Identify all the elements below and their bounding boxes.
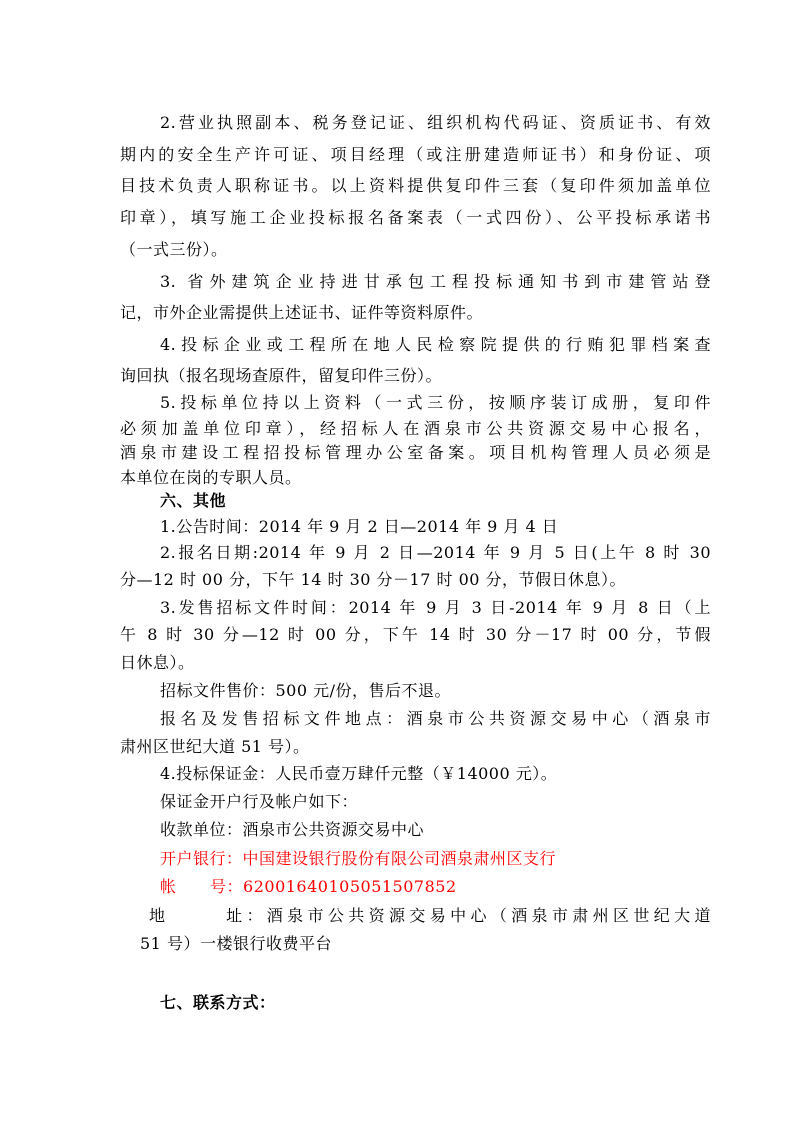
announcement-time: 1.公告时间：2014 年 9 月 2 日—2014 年 9 月 4 日 [160, 517, 559, 536]
item2-line-1: 2.营业执照副本、税务登记证、组织机构代码证、资质证书、有效 [160, 113, 711, 132]
item2-line-4: 印章），填写施工企业投标报名备案表（一式四份）、公平投标承诺书 [120, 208, 711, 227]
item5-line-2: 必须加盖单位印章），经招标人在酒泉市公共资源交易中心报名， [120, 419, 711, 438]
payee: 收款单位：酒泉市公共资源交易中心 [160, 820, 425, 839]
item4-line-1: 4.投标企业或工程所在地人民检察院提供的行贿犯罪档案查 [160, 335, 711, 354]
registration-date-line-2: 分—12 时 00 分，下午 14 时 30 分－17 时 00 分，节假日休息）。 [120, 570, 627, 589]
item2-line-5: （一式三份）。 [120, 240, 228, 259]
item4-line-2: 询回执（报名现场查原件，留复印件三份）。 [120, 366, 443, 385]
item2-line-2: 期内的安全生产许可证、项目经理（或注册建造师证书）和身份证、项 [120, 145, 711, 164]
item5-line-4: 本单位在岗的专职人员。 [120, 468, 302, 487]
item5-line-1: 5.投标单位持以上资料（一式三份，按顺序装订成册，复印件 [160, 393, 711, 412]
item3-line-2: 记，市外企业需提供上述证书、证件等资料原件。 [120, 303, 484, 322]
item5-line-3: 酒泉市建设工程招投标管理办公室备案。项目机构管理人员必须是 [120, 443, 711, 462]
document-price: 招标文件售价：500 元/份，售后不退。 [160, 681, 452, 700]
sale-location-line-2: 肃州区世纪大道 51 号）。 [120, 737, 310, 756]
address-line-2: 51 号）一楼银行收费平台 [140, 934, 332, 953]
account-number: 62001640105051507852 [243, 877, 457, 896]
sale-location-line-1: 报名及发售招标文件地点：酒泉市公共资源交易中心（酒泉市 [160, 709, 711, 728]
sale-time-line-1: 3.发售招标文件时间：2014 年 9 月 3 日-2014 年 9 月 8 日（上 [160, 598, 711, 617]
account-intro: 保证金开户行及帐户如下： [160, 792, 359, 811]
sale-time-line-3: 日休息）。 [120, 653, 195, 672]
section6-heading: 六、其他 [160, 491, 227, 510]
address-line-1: 地 址：酒泉市公共资源交易中心（酒泉市肃州区世纪大道 [149, 906, 711, 925]
section7-heading: 七、联系方式： [160, 993, 276, 1012]
bank-name: 开户银行：中国建设银行股份有限公司酒泉肃州区支行 [160, 849, 557, 868]
item2-line-3: 目技术负责人职称证书。以上资料提供复印件三套（复印件须加盖单位 [120, 176, 711, 195]
sale-time-line-2: 午 8 时 30 分—12 时 00 分，下午 14 时 30 分－17 时 00 分，节假 [120, 625, 711, 644]
registration-date-line-1: 2.报名日期:2014 年 9 月 2 日—2014 年 9 月 5 日(上午 8 时 30 [160, 543, 711, 562]
item3-line-1: 3. 省外建筑企业持进甘承包工程投标通知书到市建管站登 [160, 272, 711, 291]
account-label: 帐 号： [160, 877, 244, 896]
bid-bond: 4.投标保证金：人民币壹万肆仟元整（￥14000 元）。 [160, 764, 558, 783]
account-number-row [160, 877, 457, 897]
